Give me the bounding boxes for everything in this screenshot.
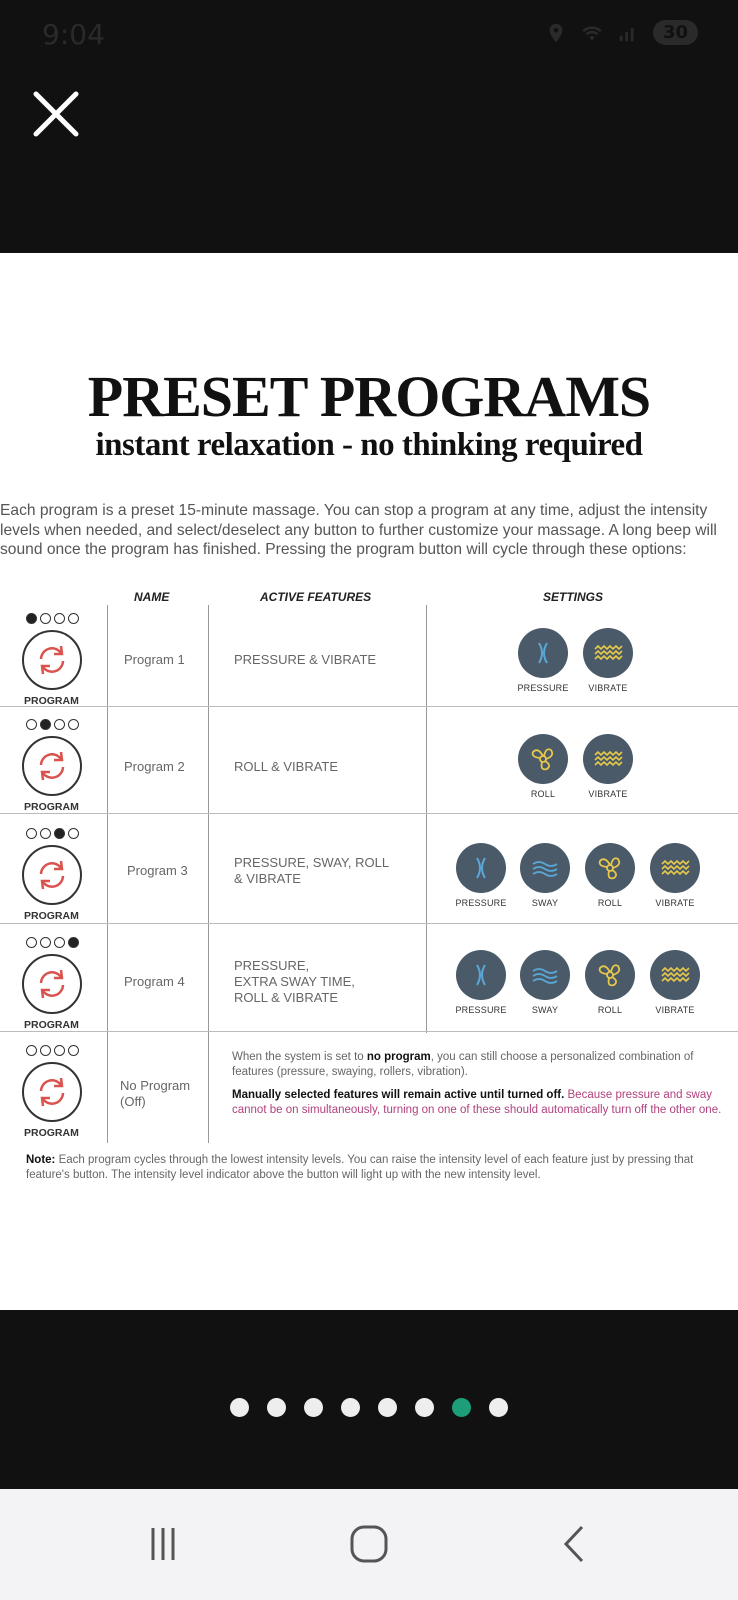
- dot-off: [54, 1045, 65, 1056]
- roll-icon: [518, 734, 568, 784]
- setting-label: VIBRATE: [655, 1005, 695, 1015]
- cycle-arrows-icon: [34, 857, 70, 893]
- setting-pressure: [508, 628, 578, 693]
- intensity-dots: [26, 719, 79, 730]
- header-features: ACTIVE FEATURES: [260, 590, 372, 604]
- program-label: PROGRAM: [24, 910, 79, 922]
- dot-on: [68, 937, 79, 948]
- feature-line: ROLL & VIBRATE: [234, 990, 339, 1005]
- home-button[interactable]: [339, 1519, 399, 1569]
- dot-on: [54, 828, 65, 839]
- feature-line: PRESSURE, SWAY, ROLL: [234, 855, 390, 870]
- intensity-dots: [26, 613, 79, 624]
- setting-label: SWAY: [531, 898, 559, 908]
- setting-vibrate: [573, 628, 643, 693]
- image-pager: [0, 1398, 738, 1417]
- program-label: PROGRAM: [24, 1127, 79, 1139]
- feature-line: & VIBRATE: [234, 871, 301, 886]
- name-line: (Off): [120, 1094, 146, 1109]
- dot-off: [26, 719, 37, 730]
- sway-icon: [520, 950, 570, 1000]
- image-viewer[interactable]: [0, 253, 738, 1310]
- setting-vibrate: [573, 734, 643, 799]
- intensity-dots: [26, 937, 79, 948]
- pager-dot[interactable]: [341, 1398, 360, 1417]
- program-button-icon: [22, 630, 82, 690]
- recent-apps-icon: [143, 1524, 183, 1564]
- location-icon: [545, 22, 567, 44]
- setting-label: ROLL: [597, 898, 623, 908]
- program-name: [120, 1078, 190, 1110]
- program-button-icon: [22, 845, 82, 905]
- note-label: Note:: [26, 1154, 56, 1166]
- dot-on: [40, 719, 51, 730]
- status-time: 9:04: [42, 18, 105, 51]
- program-features: ROLL & VIBRATE: [234, 759, 339, 774]
- bold-text: no program: [366, 1051, 431, 1063]
- setting-vibrate: [640, 950, 710, 1015]
- status-bar: [0, 0, 738, 70]
- dot-off: [26, 828, 37, 839]
- program-name: Program 2: [124, 759, 185, 774]
- header-name: NAME: [134, 590, 170, 604]
- signal-icon: [617, 22, 639, 44]
- setting-pressure: [446, 950, 516, 1015]
- status-icons: [545, 20, 698, 45]
- dot-off: [68, 613, 79, 624]
- pager-dot[interactable]: [378, 1398, 397, 1417]
- roll-icon: [585, 843, 635, 893]
- no-program-note: [232, 1088, 732, 1118]
- table-divider: [426, 605, 427, 1033]
- setting-roll: [575, 843, 645, 908]
- pager-dot[interactable]: [267, 1398, 286, 1417]
- intensity-dots: [26, 1045, 79, 1056]
- table-divider: [107, 605, 108, 1143]
- dot-off: [40, 828, 51, 839]
- setting-vibrate: [640, 843, 710, 908]
- program-button-icon: [22, 736, 82, 796]
- navigation-bar: [0, 1489, 738, 1600]
- text: When the system is set to: [232, 1051, 367, 1063]
- highlight-text: Because pressure and sway cannot be on simultaneously, turning on one of these should automatically turn off the other one.: [232, 1089, 722, 1116]
- setting-pressure: [446, 843, 516, 908]
- dot-off: [54, 937, 65, 948]
- cycle-arrows-icon: [34, 966, 70, 1002]
- dot-off: [40, 937, 51, 948]
- note-text: Each program cycles through the lowest intensity levels. You can raise the intensity level of each feature just by pressing that feature's button. The intensity level indicator above the button will light up with the new intensity level.: [26, 1154, 694, 1181]
- battery-indicator: 30: [653, 20, 698, 45]
- setting-label: VIBRATE: [588, 789, 628, 799]
- intro-text: Each program is a preset 15-minute massage. You can stop a program at any time, adjust the intensity levels when needed, and select/deselect any button to further customize your massage. A long beep will sound once the program has finished. Pressing the program button will cycle through these options:: [0, 502, 717, 558]
- setting-label: ROLL: [597, 1005, 623, 1015]
- cycle-arrows-icon: [34, 748, 70, 784]
- program-name: Program 1: [124, 652, 185, 667]
- home-icon: [347, 1522, 391, 1566]
- no-program-description: [232, 1050, 732, 1080]
- vibrate-icon: [583, 628, 633, 678]
- bold-text: Manually selected features will remain active until turned off.: [232, 1089, 565, 1101]
- roll-icon: [585, 950, 635, 1000]
- table-divider: [208, 605, 209, 1143]
- setting-sway: [510, 843, 580, 908]
- vibrate-icon: [650, 950, 700, 1000]
- intensity-dots: [26, 828, 79, 839]
- program-features: PRESSURE & VIBRATE: [234, 652, 377, 667]
- program-name: Program 3: [127, 863, 188, 878]
- program-features: [234, 855, 389, 887]
- pager-dot[interactable]: [230, 1398, 249, 1417]
- dot-off: [54, 613, 65, 624]
- text: , you can still choose a personalized combination of features (pressure, swaying, rollers, vibration).: [232, 1051, 694, 1078]
- feature-line: EXTRA SWAY TIME,: [234, 974, 355, 989]
- setting-roll: [508, 734, 578, 799]
- dot-off: [40, 613, 51, 624]
- cycle-arrows-icon: [34, 642, 70, 678]
- close-icon: [28, 86, 84, 142]
- table-divider: [0, 923, 738, 924]
- dot-off: [26, 1045, 37, 1056]
- program-name: Program 4: [124, 974, 185, 989]
- wifi-icon: [581, 22, 603, 44]
- dot-off: [54, 719, 65, 730]
- setting-label: PRESSURE: [455, 1005, 507, 1015]
- header-settings: SETTINGS: [543, 590, 604, 604]
- dot-off: [68, 719, 79, 730]
- setting-label: PRESSURE: [517, 683, 569, 693]
- pager-dot[interactable]: [489, 1398, 508, 1417]
- pager-dot[interactable]: [415, 1398, 434, 1417]
- dot-off: [68, 828, 79, 839]
- sway-icon: [520, 843, 570, 893]
- setting-label: VIBRATE: [588, 683, 628, 693]
- image-subtitle: instant relaxation - no thinking required: [95, 427, 643, 463]
- vibrate-icon: [650, 843, 700, 893]
- name-line: No Program: [120, 1078, 191, 1093]
- setting-label: SWAY: [531, 1005, 559, 1015]
- dot-off: [26, 937, 37, 948]
- pager-dot-active[interactable]: [452, 1398, 471, 1417]
- program-label: PROGRAM: [24, 695, 79, 707]
- footnote: [26, 1153, 726, 1183]
- program-label: PROGRAM: [24, 1019, 79, 1031]
- dot-on: [26, 613, 37, 624]
- pressure-icon: [518, 628, 568, 678]
- image-title: PRESET PROGRAMS: [87, 364, 651, 429]
- setting-label: PRESSURE: [455, 898, 507, 908]
- pager-dot[interactable]: [304, 1398, 323, 1417]
- program-label: PROGRAM: [24, 801, 79, 813]
- table-divider: [0, 706, 738, 707]
- table-divider: [0, 1031, 738, 1032]
- dot-off: [68, 1045, 79, 1056]
- close-button[interactable]: [28, 86, 84, 142]
- program-button-icon: [22, 1062, 82, 1122]
- vibrate-icon: [583, 734, 633, 784]
- back-icon: [556, 1524, 596, 1564]
- pressure-icon: [456, 950, 506, 1000]
- setting-sway: [510, 950, 580, 1015]
- program-features: [234, 958, 355, 1006]
- pressure-icon: [456, 843, 506, 893]
- feature-line: PRESSURE,: [234, 958, 310, 973]
- dot-off: [40, 1045, 51, 1056]
- back-button[interactable]: [546, 1519, 606, 1569]
- cycle-arrows-icon: [34, 1074, 70, 1110]
- setting-label: VIBRATE: [655, 898, 695, 908]
- recent-apps-button[interactable]: [133, 1519, 193, 1569]
- setting-label: ROLL: [530, 789, 556, 799]
- setting-roll: [575, 950, 645, 1015]
- program-button-icon: [22, 954, 82, 1014]
- table-divider: [0, 813, 738, 814]
